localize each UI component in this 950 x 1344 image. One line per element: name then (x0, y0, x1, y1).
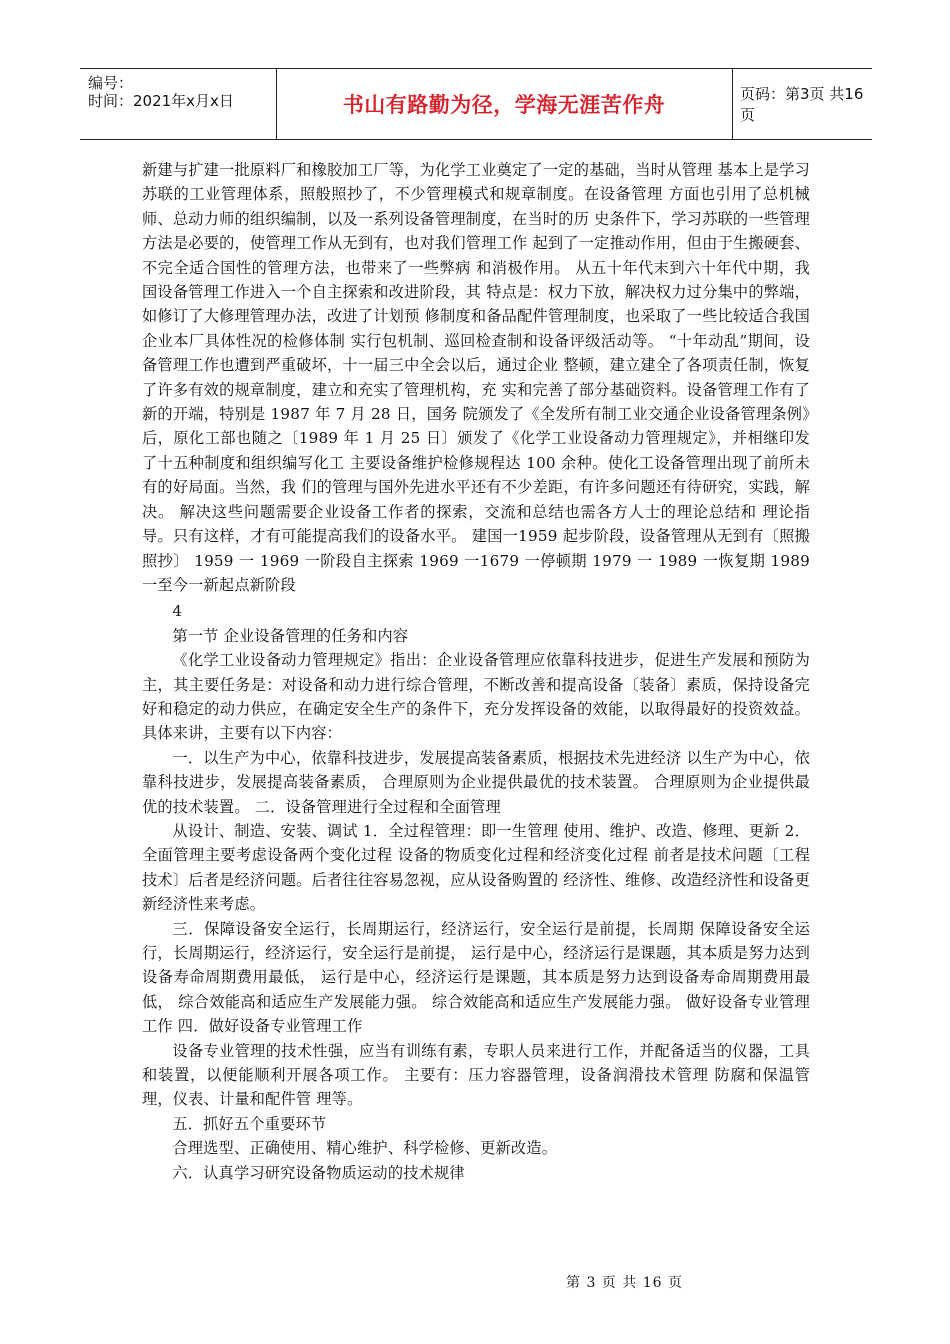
doc-number-label: 编号： (88, 74, 134, 92)
paragraph-item-3: 三．保障设备安全运行，长周期运行，经济运行，安全运行是前提，长周期 保障设备安全运行，长周期运行，经济运行，安全运行是前提， 运行是中心，经济运行是课题，其本质是努力达到设备寿命周期费用最低， 运行是中心，经济运行是课题，其本质是努力达到设备寿命周期费用最低， 综合效能高和适应生产发展能力强。 综合效能高和适应生产发展能力强。 做好设备专业管理工作 四．做好设备专业管理工作 (142, 919, 810, 1036)
header-page-label: 页码：第3页 共16页 (740, 85, 864, 124)
header-meta (80, 69, 277, 139)
section-heading: 第一节 企业设备管理的任务和内容 (172, 626, 409, 645)
document-body (142, 158, 810, 1185)
paragraph-item-2: 从设计、制造、安装、调试 1．全过程管理：即一生管理 使用、维护、改造、修理、更新 2．全面管理主要考虑设备两个变化过程 设备的物质变化过程和经济变化过程 前者是技术问题〔工程技术〕后者是经济问题。后者往往容易忽视，应从设备购置的 经济性、维修、改造经济性和设备更新经济性来考虑。 (142, 821, 810, 914)
paragraph-item-6-heading: 六．认真学习研究设备物质运动的技术规律 (172, 1163, 465, 1182)
page-header (80, 68, 872, 140)
header-motto: 书山有路勤为径，学海无涯苦作舟 (342, 93, 666, 117)
header-motto-cell (276, 69, 733, 139)
paragraph-history: 新建与扩建一批原料厂和橡胶加工厂等，为化学工业奠定了一定的基础，当时从管理 基本上是学习苏联的工业管理体系，照般照抄了，不少管理模式和规章制度。在设备管理 方面也引用了总机械师、总动力师的组织编制，以及一系列设备管理制度，在当时的历 史条件下，学习苏联的一些管理方法是必要的，使管理工作从无到有，也对我们管理工作 起到了一定推动作用，但由于生搬硬套、不完全适合国性的管理方法，也带来了一些弊病 和消极作用。 从五十年代末到六十年代中期，我国设备管理工作进入一个自主探索和改进阶段，其 特点是：权力下放，解决权力过分集中的弊端，如修订了大修理管理办法，改进了计划预 修制度和备品配件管理制度，也采取了一些比较适合我国企业本厂具体性况的检修体制 实行包机制、巡回检查制和设备评级活动等。 “十年动乱”期间，设备管理工作也遭到严重破坏，十一届三中全会以后，通过企业 整顿，建立建全了各项责任制，恢复了许多有效的规章制度，建立和充实了管理机构，充 实和完善了部分基础资料。设备管理工作有了新的开端，特别是 1987 年 7 月 28 日，国务 院颁发了《全发所有制工业交通企业设备管理条例》后，原化工部也随之〔1989 年 1 月 25 日〕颁发了《化学工业设备动力管理规定》，并相继印发了十五种制度和组织编写化工 主要设备维护检修规程达 100 余种。使化工设备管理出现了前所未有的好局面。当然，我 们的管理与国外先进水平还有不少差距，有许多问题还有待研究，实践，解决。 解决这些问题需要企业设备工作者的探索，交流和总结也需各方人士的理论总结和 理论指导。只有这样，才有可能提高我们的设备水平。 建国一1959 起步阶段，设备管理从无到有〔照搬照抄〕 1959 一 1969 一阶段自主探索 1969 一1679 一停顿期 1979 一 1989 一恢复期 1989 一至今一新起点新阶段 (142, 161, 810, 594)
paragraph-item-5-heading: 五．抓好五个重要环节 (172, 1114, 327, 1133)
paragraph-figure-number: 4 (172, 602, 183, 621)
page-footer: 第 3 页 共 16 页 (566, 1275, 683, 1291)
paragraph-tasks: 《化学工业设备动力管理规定》指出：企业设备管理应依靠科技进步，促进生产发展和预防为主，其主要任务是：对设备和动力进行综合管理，不断改善和提高设备〔装备〕素质，保持设备完好和稳定的动力供应，在确定安全生产的条件下，充分发挥设备的效能，以取得最好的投资效益。 具体来讲，主要有以下内容： (142, 651, 810, 743)
paragraph-item-1: 一．以生产为中心，依靠科技进步，发展提高装备素质，根据技术先进经济 以生产为中心，依靠科技进步，发展提高装备素质， 合理原则为企业提供最优的技术装置。 合理原则为企业提供最优的技术装置。 二．设备管理进行全过程和全面管理 (142, 748, 810, 816)
header-page-cell (740, 69, 872, 139)
paragraph-item-5-body: 合理选型、正确使用、精心维护、科学检修、更新改造。 (172, 1139, 558, 1158)
paragraph-item-4: 设备专业管理的技术性强，应当有训练有素，专职人员来进行工作，并配备适当的仪器，工具和装置，以便能顺利开展各项工作。 主要有：压力容器管理，设备润滑技术管理 防腐和保温管理，仪表、计量和配件管 理等。 (142, 1041, 810, 1109)
doc-date-label: 时间：2021年x月x日 (88, 92, 234, 110)
